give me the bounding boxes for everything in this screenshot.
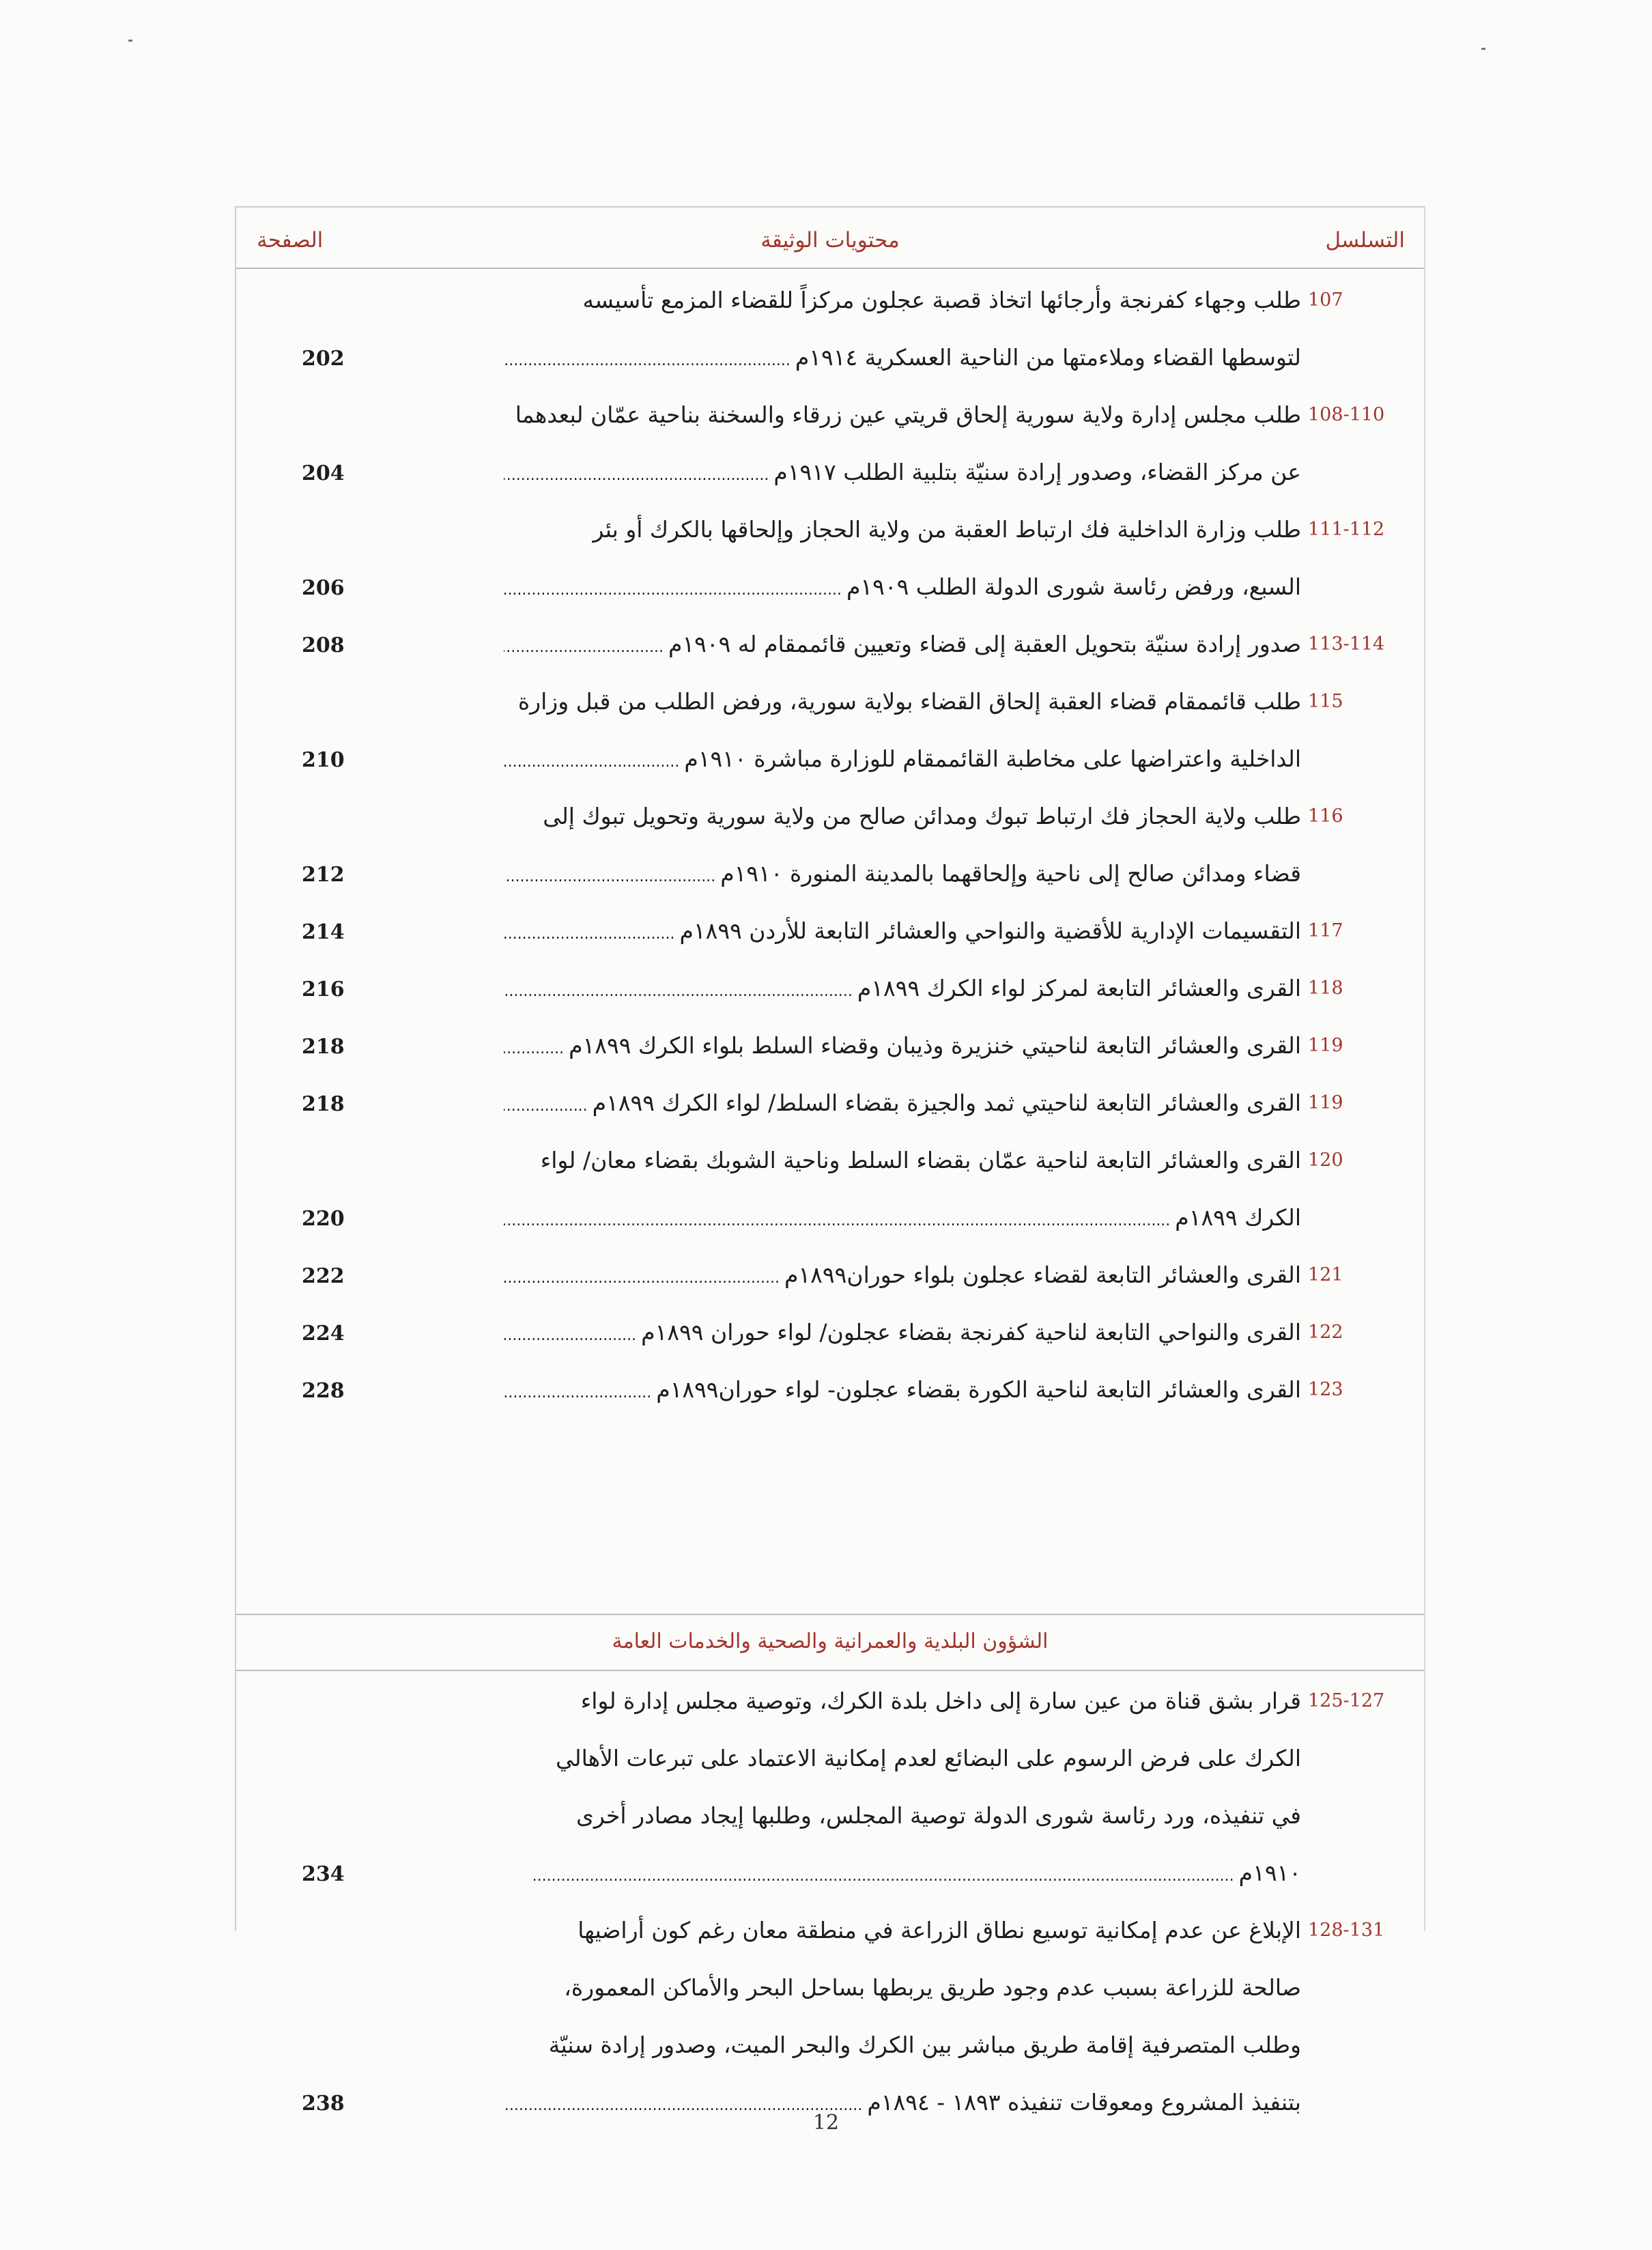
entry-text-line: ١٩١٠م ..... bbox=[504, 1845, 1301, 1905]
entry-text-line: عن مركز القضاء، وصدور إرادة سنيّة بتلبية الطلب ١٩١٧م ..... bbox=[504, 444, 1301, 504]
sequence-number: 121 bbox=[1308, 1264, 1343, 1285]
sequence-column-header: التسلسل bbox=[1325, 228, 1405, 253]
page-ref: 238 bbox=[302, 2092, 345, 2116]
page-ref: 214 bbox=[302, 920, 345, 944]
entry-text-line: طلب مجلس إدارة ولاية سورية إلحاق قريتي عين زرقاء والسخنة بناحية عمّان لبعدهما bbox=[515, 401, 1301, 428]
page-ref: 208 bbox=[302, 633, 345, 657]
sequence-number: 119 bbox=[1308, 1092, 1343, 1113]
page-ref: 206 bbox=[302, 576, 345, 600]
sequence-number: 113-114 bbox=[1308, 633, 1385, 655]
sequence-number: 119 bbox=[1308, 1035, 1343, 1056]
entry-text-line: القرى والعشائر التابعة لمركز لواء الكرك ١٨٩٩م ..... bbox=[504, 960, 1301, 1021]
entry-text-line: الكرك ١٨٩٩م ..... bbox=[504, 1189, 1301, 1250]
entry-text-line: في تنفيذه، ورد رئاسة شورى الدولة توصية المجلس، وطلبها إيجاد مصادر أخرى bbox=[576, 1802, 1301, 1829]
sequence-number: 128-131 bbox=[1308, 1920, 1385, 1941]
entry-text-line: وطلب المتصرفية إقامة طريق مباشر بين الكرك والبحر الميت، وصدور إرادة سنيّة bbox=[548, 2032, 1301, 2058]
entry-text-line: القرى والعشائر التابعة لناحية عمّان بقضاء السلط وناحية الشوبك بقضاء معان/ لواء bbox=[540, 1147, 1301, 1173]
sequence-number: 118 bbox=[1308, 978, 1343, 999]
page-number: 12 bbox=[812, 2111, 840, 2135]
contents-table bbox=[235, 206, 1425, 2116]
sequence-number: 122 bbox=[1308, 1322, 1343, 1343]
sequence-number: 115 bbox=[1308, 691, 1343, 712]
section-heading: الشؤون البلدية والعمرانية والصحية والخدمات العامة bbox=[236, 1614, 1424, 1671]
sequence-number: 116 bbox=[1308, 806, 1343, 827]
entry-text-line: القرى والعشائر التابعة لناحية الكورة بقضاء عجلون- لواء حوران١٨٩٩م ..... bbox=[504, 1361, 1301, 1422]
entry-text-line: القرى والعشائر التابعة لناحيتي خنزيرة وذيبان وقضاء السلط بلواء الكرك ١٨٩٩م ..... bbox=[504, 1017, 1301, 1078]
sequence-number: 108-110 bbox=[1308, 404, 1385, 425]
page-ref: 210 bbox=[302, 748, 345, 772]
entry-text-line: صدور إرادة سنيّة بتحويل العقبة إلى قضاء وتعيين قائممقام له ١٩٠٩م ..... bbox=[504, 616, 1301, 677]
entry-text-line: صالحة للزراعة بسبب عدم وجود طريق يربطها بساحل البحر والأماكن المعمورة، bbox=[564, 1974, 1301, 2001]
entry-text-line: قرار بشق قناة من عين سارة إلى داخل بلدة الكرك، وتوصية مجلس إدارة لواء bbox=[580, 1688, 1301, 1714]
entry-text-line: الإبلاغ عن عدم إمكانية توسيع نطاق الزراعة في منطقة معان رغم كون أراضيها bbox=[578, 1917, 1301, 1943]
page-ref: 216 bbox=[302, 978, 345, 1001]
page-ref: 202 bbox=[302, 347, 345, 371]
sequence-number: 125-127 bbox=[1308, 1690, 1385, 1711]
sequence-number: 117 bbox=[1308, 920, 1343, 941]
entry-text-line: بتنفيذ المشروع ومعوقات تنفيذه ١٨٩٣ - ١٨٩٤م ..... bbox=[504, 2074, 1301, 2135]
entry-text-line: الكرك على فرض الرسوم على البضائع لعدم إمكانية الاعتماد على تبرعات الأهالي bbox=[556, 1745, 1301, 1771]
entry-text-line: السبع، ورفض رئاسة شورى الدولة الطلب ١٩٠٩م ..... bbox=[504, 558, 1301, 619]
scan-speck bbox=[128, 40, 132, 42]
page-ref: 234 bbox=[302, 1862, 345, 1886]
entry-text-line: القرى والعشائر التابعة لناحيتي ثمد والجيزة بقضاء السلط/ لواء الكرك ١٨٩٩م ..... bbox=[504, 1074, 1301, 1135]
entry-text-line: الداخلية واعتراضها على مخاطبة القائممقام للوزارة مباشرة ١٩١٠م ..... bbox=[504, 730, 1301, 791]
contents-column-header: محتويات الوثيقة bbox=[760, 228, 900, 253]
entry-text-line: طلب ولاية الحجاز فك ارتباط تبوك ومدائن صالح من ولاية سورية وتحويل تبوك إلى bbox=[543, 803, 1301, 829]
sequence-number: 111-112 bbox=[1308, 519, 1385, 540]
page-ref: 212 bbox=[302, 863, 345, 887]
entry-text-line: قضاء ومدائن صالح إلى ناحية وإلحاقهما بالمدينة المنورة ١٩١٠م ..... bbox=[504, 845, 1301, 906]
entry-text-line: القرى والنواحي التابعة لناحية كفرنجة بقضاء عجلون/ لواء حوران ١٨٩٩م ..... bbox=[504, 1304, 1301, 1365]
sequence-number: 120 bbox=[1308, 1150, 1343, 1171]
page-ref: 228 bbox=[302, 1379, 345, 1403]
page-ref: 204 bbox=[302, 461, 345, 485]
page-ref: 218 bbox=[302, 1035, 345, 1059]
entry-text-line: التقسيمات الإدارية للأقضية والنواحي والعشائر التابعة للأردن ١٨٩٩م ..... bbox=[504, 902, 1301, 963]
page-ref: 220 bbox=[302, 1207, 345, 1231]
entry-text-line: القرى والعشائر التابعة لقضاء عجلون بلواء حوران١٨٩٩م ..... bbox=[504, 1247, 1301, 1307]
page-ref: 224 bbox=[302, 1322, 345, 1345]
sequence-number: 123 bbox=[1308, 1379, 1343, 1400]
page-column-header: الصفحة bbox=[257, 228, 324, 253]
sequence-number: 107 bbox=[1308, 289, 1343, 311]
entry-text-line: طلب قائممقام قضاء العقبة إلحاق القضاء بولاية سورية، ورفض الطلب من قبل وزارة bbox=[517, 688, 1301, 715]
page-ref: 218 bbox=[302, 1092, 345, 1116]
scan-speck bbox=[1481, 48, 1485, 50]
entry-text-line: طلب وزارة الداخلية فك ارتباط العقبة من ولاية الحجاز وإلحاقها بالكرك أو بئر bbox=[593, 516, 1301, 543]
page-ref: 222 bbox=[302, 1264, 345, 1288]
entry-text-line: لتوسطها القضاء وملاءمتها من الناحية العسكرية ١٩١٤م ..... bbox=[504, 329, 1301, 390]
header-divider bbox=[236, 268, 1424, 269]
table-header bbox=[236, 228, 1424, 269]
entry-text-line: طلب وجهاء كفرنجة وأرجائها اتخاذ قصبة عجلون مركزاً للقضاء المزمع تأسيسه bbox=[582, 287, 1301, 313]
